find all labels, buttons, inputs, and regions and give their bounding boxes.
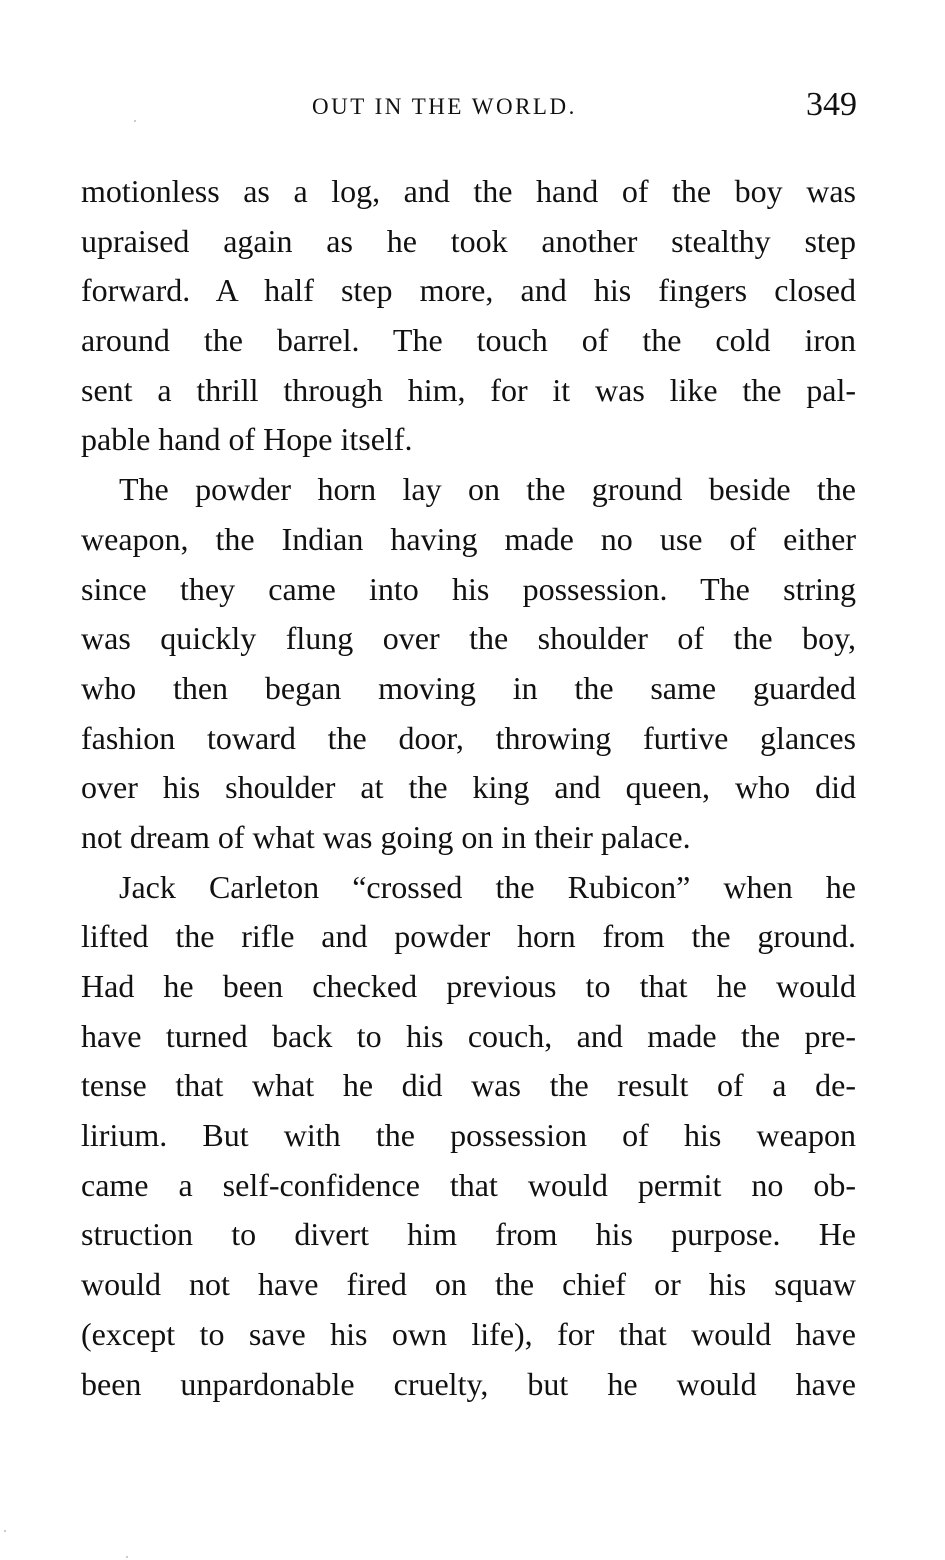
print-speck [126, 1556, 128, 1558]
text-line: (except to save his own life), for that would have [81, 1315, 856, 1352]
text-line: have turned back to his couch, and made the pre- [81, 1017, 856, 1054]
text-line: not dream of what was going on in their palace. [81, 818, 691, 855]
text-line: would not have fired on the chief or his squaw [81, 1266, 856, 1303]
text-line: struction to divert him from his purpose. He [81, 1216, 856, 1253]
body-text [81, 167, 856, 1409]
text-line: since they came into his possession. The string [81, 570, 856, 607]
running-title: OUT IN THE WORLD. [312, 94, 577, 119]
text-line: forward. A half step more, and his fingers closed [81, 272, 856, 309]
text-line: weapon, the Indian having made no use of either [81, 520, 856, 557]
paragraph-first-line: The powder horn lay on the ground beside the [119, 471, 856, 508]
print-speck [4, 1530, 6, 1532]
text-line: tense that what he did was the result of a de- [81, 1067, 856, 1104]
text-line: fashion toward the door, throwing furtive glances [81, 719, 856, 756]
text-line: lirium. But with the possession of his weapon [81, 1117, 856, 1154]
text-line: lifted the rifle and powder horn from the ground. [81, 918, 856, 955]
page-number: 349 [806, 86, 857, 123]
text-line: motionless as a log, and the hand of the boy was [81, 173, 856, 209]
text-line: sent a thrill through him, for it was like the pal- [81, 371, 856, 408]
print-speck [134, 120, 136, 122]
text-line: over his shoulder at the king and queen, who did [81, 769, 856, 806]
text-line: been unpardonable cruelty, but he would have [81, 1365, 856, 1402]
text-line: who then began moving in the same guarded [81, 669, 856, 706]
text-line: upraised again as he took another stealthy step [81, 222, 856, 259]
running-header [0, 86, 945, 130]
text-line: around the barrel. The touch of the cold iron [81, 322, 856, 359]
paragraph-first-line: Jack Carleton “crossed the Rubicon” when he [119, 868, 856, 905]
text-line: Had he been checked previous to that he would [81, 968, 856, 1004]
text-line: pable hand of Hope itself. [81, 421, 413, 458]
text-line: was quickly flung over the shoulder of the boy, [81, 620, 856, 657]
text-line: came a self-confidence that would permit no ob- [81, 1166, 856, 1203]
